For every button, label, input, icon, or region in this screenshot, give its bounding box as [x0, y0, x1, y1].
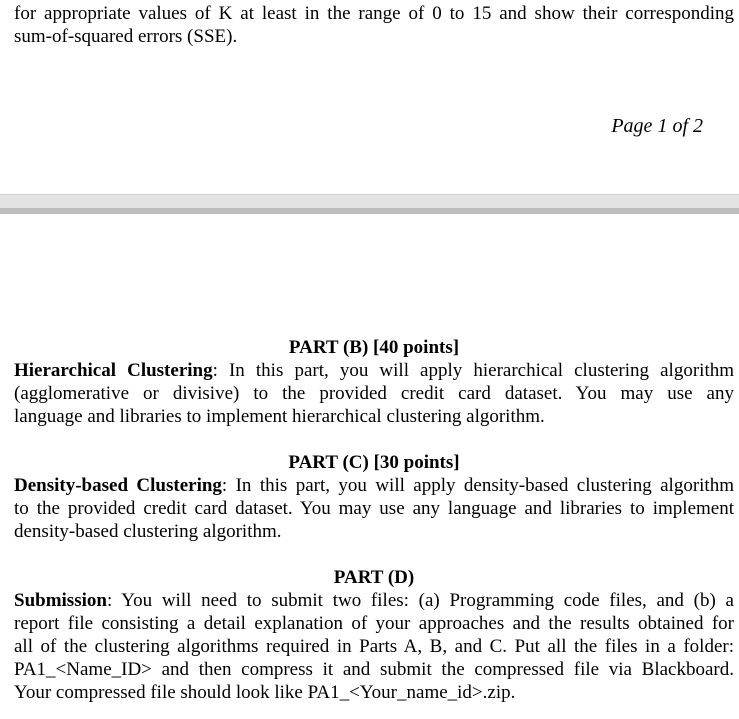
part-c-paragraph — [14, 474, 734, 543]
part-c-term: Density-based Clustering — [14, 475, 222, 496]
part-d-line: all of the clustering algorithms required in Parts A, B, and C. Put all the files in a folder: — [14, 636, 734, 657]
part-b-line — [14, 359, 734, 382]
part-c-line-text: : In this part, you will apply density-based clustering algorithm — [221, 475, 734, 496]
part-d-line-text: : You will need to submit two files: (a) Programming code files, and (b) a — [106, 590, 734, 611]
part-b-term: Hierarchical Clustering — [14, 360, 213, 381]
part-c-line: density-based clustering algorithm. — [14, 521, 282, 542]
part-c-heading: PART (C) [30 points] — [288, 452, 460, 473]
document-page-1 — [0, 0, 739, 194]
part-c-line: to the provided credit card dataset. You may use any language and libraries to implement — [14, 498, 734, 519]
part-b-line: (agglomerative or divisive) to the provided credit card dataset. You may use any — [14, 383, 734, 404]
part-b-paragraph — [14, 359, 734, 428]
part-b-heading: PART (B) [40 points] — [288, 337, 460, 358]
part-b-line-text: : In this part, you will apply hierarchical clustering algorithm — [212, 360, 734, 381]
part-d-line — [14, 589, 734, 612]
part-d-line: Your compressed file should look like PA1_<Your_name_id>.zip. — [14, 682, 516, 703]
part-d-paragraph — [14, 589, 734, 704]
page-number: Page 1 of 2 — [611, 115, 703, 137]
part-d-heading: PART (D) — [333, 567, 415, 588]
part-d-line: report file consisting a detail explanation of your approaches and the results obtained for — [14, 613, 734, 634]
part-c-line — [14, 474, 734, 497]
part-d-term: Submission — [14, 590, 107, 611]
part-d-line: PA1_<Name_ID> and then compress it and submit the compressed file via Blackboard. — [14, 659, 734, 680]
part-b-line: language and libraries to implement hierarchical clustering algorithm. — [14, 406, 545, 427]
intro-line: for appropriate values of K at least in the range of 0 to 15 and show their corresponding — [14, 3, 734, 24]
intro-paragraph — [14, 2, 734, 48]
intro-line: sum-of-squared errors (SSE). — [14, 26, 238, 47]
